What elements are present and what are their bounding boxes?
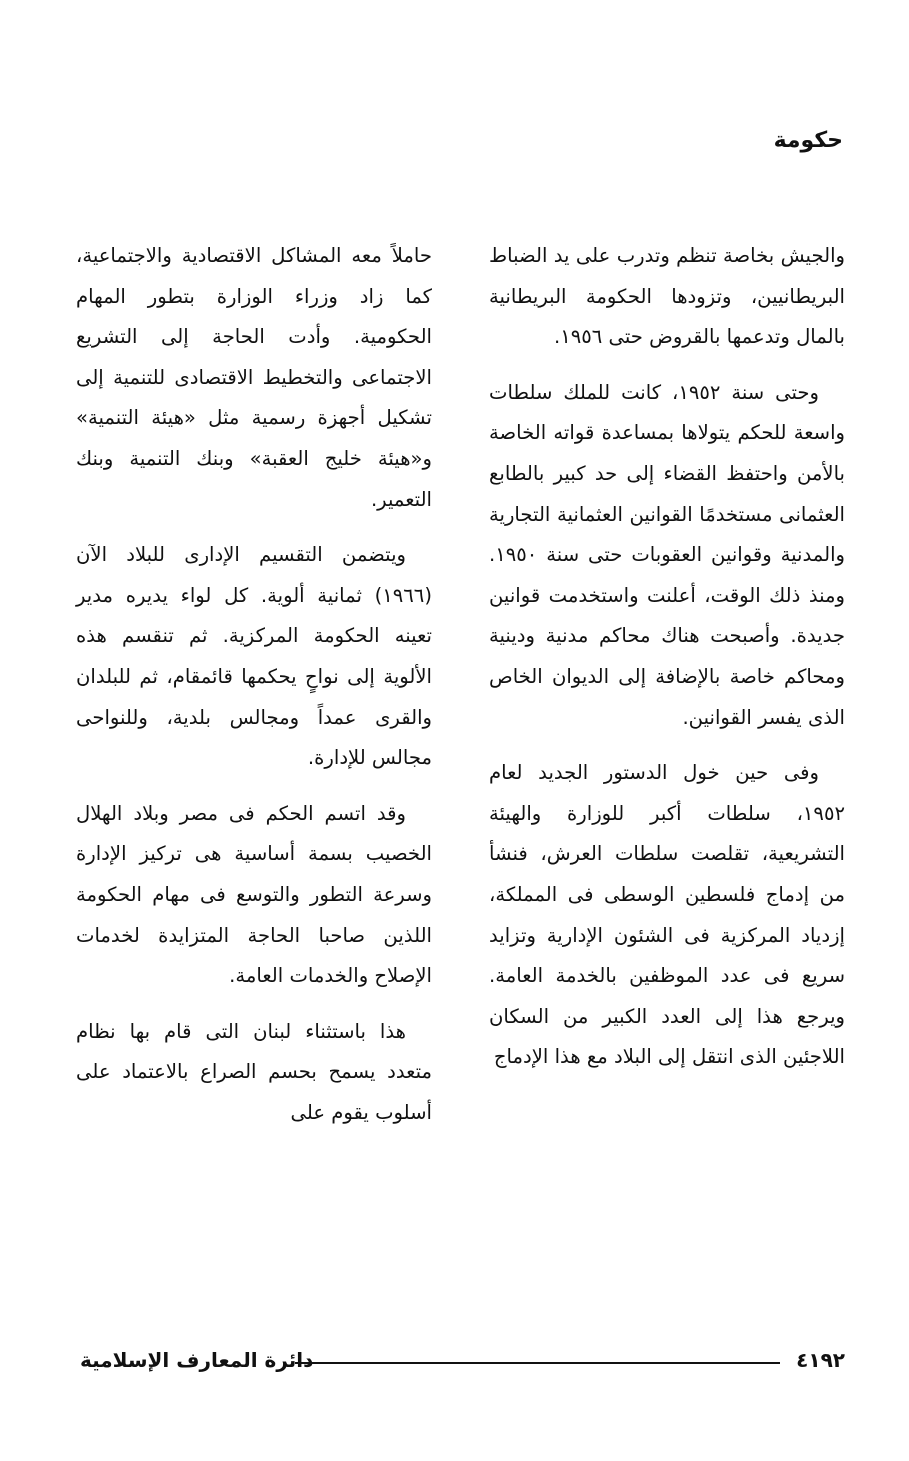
paragraph: ويتضمن التقسيم الإدارى للبلاد الآن (١٩٦٦) ثمانية ألوية. كل لواء يديره مدير تعينه الحكومة المركزية. ثم تنقسم هذه الألوية إلى نواحٍ يحكمها قائمقام، ثم للبلدان والقرى عمداً ومجالس بلدية، وللنواحى مجالس للإدارة.: [76, 543, 432, 770]
paragraph: والجيش بخاصة تنظم وتدرب على يد الضباط البريطانيين، وتزودها الحكومة البريطانية بالمال وتدعمها بالقروض حتى ١٩٥٦.: [489, 244, 845, 349]
paragraph: هذا باستثناء لبنان التى قام بها نظام متعدد يسمح بحسم الصراع بالاعتماد على أسلوب يقوم على: [76, 1019, 432, 1124]
paragraph: وفى حين خول الدستور الجديد لعام ١٩٥٢، سلطات أكبر للوزارة والهيئة التشريعية، تقلصت سلطات العرش، فنشأ من إدماج فلسطين الوسطى فى المملكة، إزدياد المركزية فى الشئون الإدارية وتزايد سريع فى عدد الموظفين بالخدمة العامة. ويرجع هذا إلى العدد الكبير من السكان اللاجئين الذى انتقل إلى البلاد مع هذا الإدماج: [489, 761, 845, 1069]
page-footer: [80, 1348, 845, 1378]
paragraph: حاملاً معه المشاكل الاقتصادية والاجتماعية، كما زاد وزراء الوزارة بتطور المهام الحكومية. وأدت الحاجة إلى التشريع الاجتماعى والتخطيط الاقتصادى للتنمية إلى تشكيل أجهزة رسمية مثل «هيئة التنمية» و«هيئة خليج العقبة» وبنك التنمية وبنك التعمير.: [76, 244, 432, 511]
publication-title: دائرة المعارف الإسلامية: [80, 1348, 314, 1372]
page-number: ٤١٩٢: [796, 1348, 845, 1372]
footer-divider: [295, 1362, 780, 1364]
paragraph: وحتى سنة ١٩٥٢، كانت للملك سلطات واسعة للحكم يتولاها بمساعدة قواته الخاصة بالأمن واحتفظ القضاء إلى حد كبير بالطابع العثمانى مستخدمًا القوانين العثمانية التجارية والمدنية وقوانين العقوبات حتى سنة ١٩٥٠. ومنذ ذلك الوقت، أعلنت واستخدمت قوانين جديدة. وأصبحت هناك محاكم مدنية ودينية ومحاكم خاصة بالإضافة إلى الديوان الخاص الذى يفسر القوانين.: [489, 380, 845, 729]
paragraph: وقد اتسم الحكم فى مصر وبلاد الهلال الخصيب بسمة أساسية هى تركيز الإدارة وسرعة التطور والتوسع فى مهام الحكومة اللذين صاحبا الحاجة المتزايدة لخدمات الإصلاح والخدمات العامة.: [76, 801, 432, 988]
left-column: [76, 236, 432, 1148]
right-column: [489, 236, 845, 1093]
running-title: حكومة: [773, 128, 843, 153]
